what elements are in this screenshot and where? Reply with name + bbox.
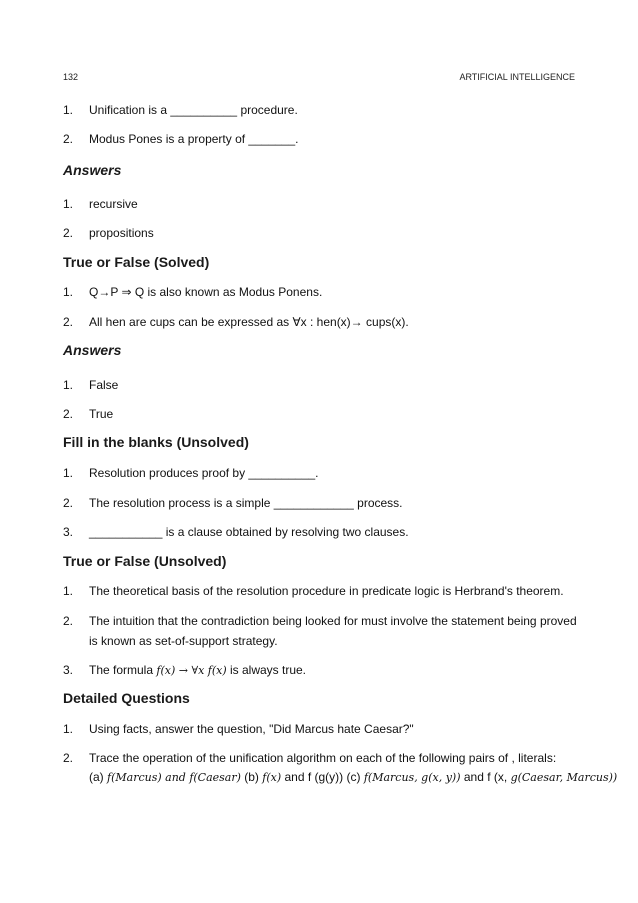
section-heading: True or False (Solved) [63, 254, 210, 270]
formula: f(x) → ∀x f(x) [156, 664, 227, 677]
document-page: 132 ARTIFICIAL INTELLIGENCE 1. Unification is a __________ procedure. 2. Modus Pones is a property of _______. Answers 1. recursive 2. propositions True or False (Solved) 1. Q→P ⇒ Q is also known as Modus Ponens. 2. All hen are cups can be expressed as ∀x : hen(x)→ cups(x). Answers 1. False 2. True Fill in the blanks (Unsolved) 1. Resolution produces proof by __________. 2. The resolution process is a simple ____________ process. 3. ___________ is a clause obtained by resolving two clauses. True or False (Unsolved) 1. The theoretical basis of the resolution procedure in predicate logic is Herbrand's theorem. 2. The intuition that the contradiction being looked for must involve the statement being proved is known as set-of-support strategy. 3. The formula f(x) → ∀x f(x) is always true. Detailed Questions 1. Using facts, answer the question, "Did Marcus hate Caesar?" 2. Trace the operation of the unification algorithm on each of the following pairs of , literals: (a) f(Marcus) and f(Caesar) (b) f(x) and f (g(y)) (c) f(Marcus, g(x, y)) and f (x, g(Caesar, Marcus)) [63, 72, 618, 784]
formula: g(Caesar, Marcus)) [510, 771, 618, 784]
formula: f(x) [262, 771, 282, 784]
section-heading: Fill in the blanks (Unsolved) [63, 434, 249, 450]
section-heading: Detailed Questions [63, 690, 190, 706]
page-number: 132 [63, 72, 79, 82]
section-heading: True or False (Unsolved) [63, 553, 227, 569]
formula: f(Marcus, g(x, y)) [363, 771, 461, 784]
section-heading: Answers [63, 162, 122, 178]
formula: f(Marcus) and f(Caesar) [107, 771, 241, 784]
section-heading: Answers [63, 342, 122, 358]
running-title: ARTIFICIAL INTELLIGENCE [459, 72, 575, 82]
